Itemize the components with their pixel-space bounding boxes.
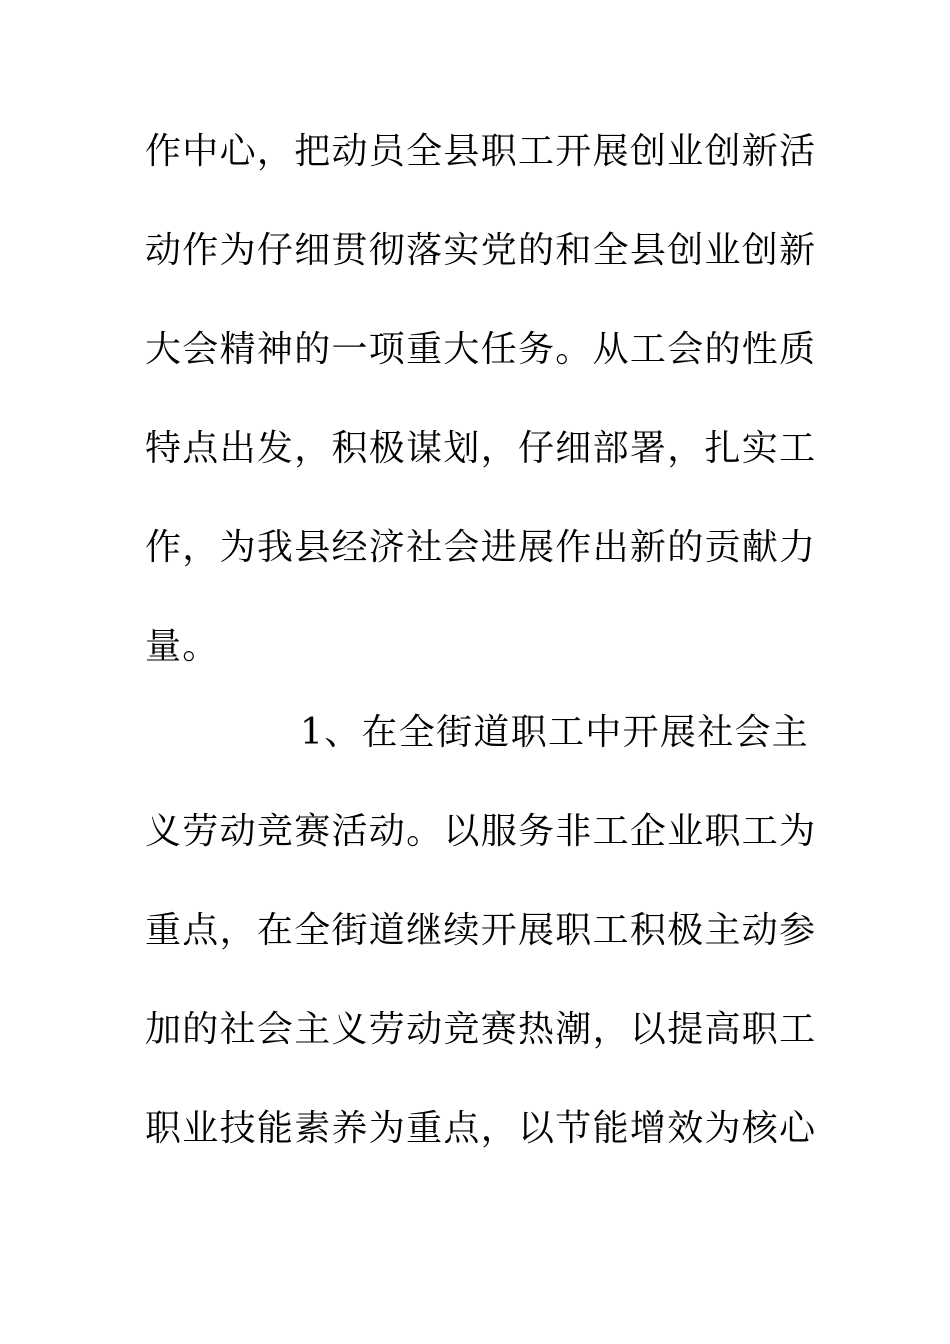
text-line: 大会精神的一项重大任务。从工会的性质 — [145, 329, 817, 370]
text-line: 作，为我县经济社会进展作出新的贡献力 — [145, 527, 817, 568]
text-line: 作中心，把动员全县职工开展创业创新活 — [145, 131, 817, 172]
text-line: 加的社会主义劳动竞赛热潮，以提高职工 — [145, 1009, 817, 1050]
paragraph-first-line: 1、在全街道职工中开展社会主 — [300, 712, 810, 753]
text-line: 量。 — [145, 626, 220, 667]
text-line: 义劳动竞赛活动。以服务非工企业职工为 — [145, 811, 817, 852]
text-line: 动作为仔细贯彻落实党的和全县创业创新 — [145, 230, 817, 271]
text-line: 职业技能素养为重点，以节能增效为核心 — [145, 1108, 817, 1149]
text-line: 特点出发，积极谋划，仔细部署，扎实工 — [145, 428, 817, 469]
text-line: 重点，在全街道继续开展职工积极主动参 — [145, 910, 817, 951]
